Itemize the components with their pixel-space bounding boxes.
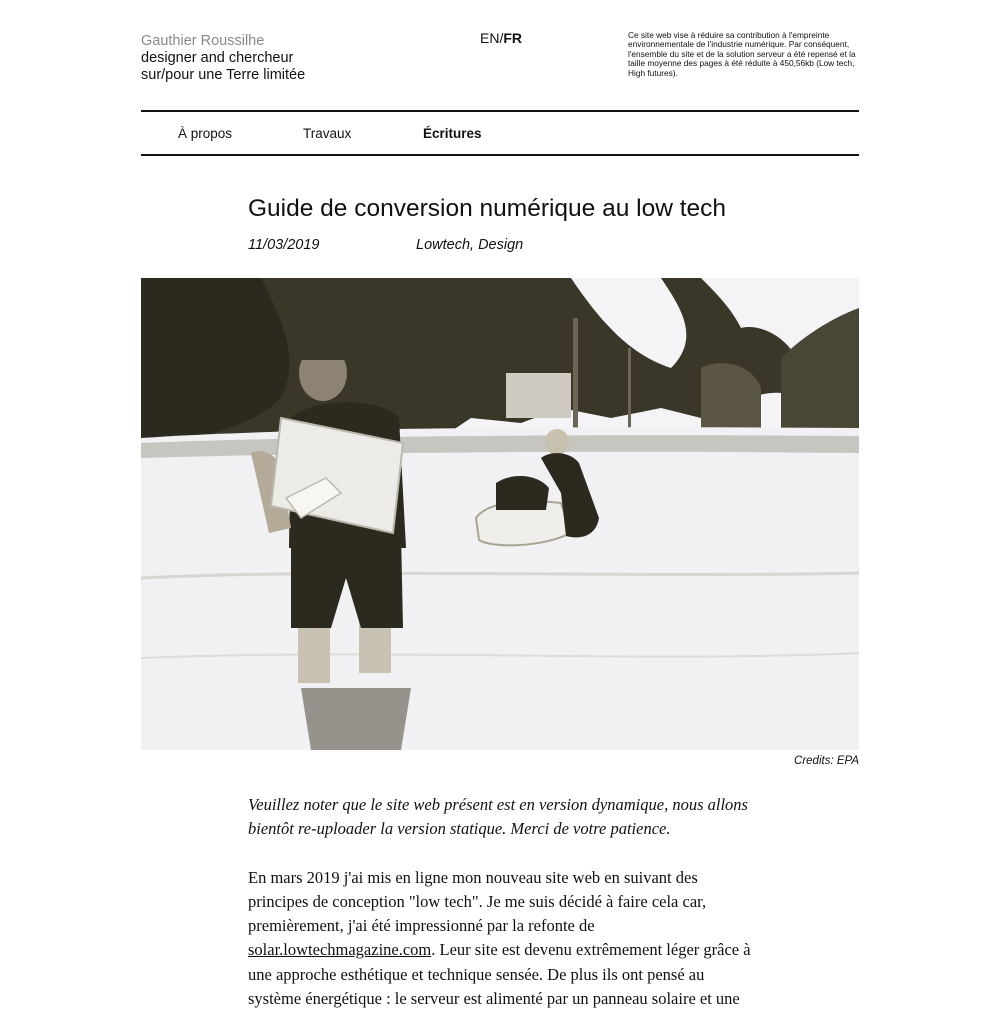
article-body [248, 793, 758, 1035]
nav-item-travaux[interactable]: Travaux [303, 126, 352, 141]
paragraph-1-text-start: En mars 2019 j'ai mis en ligne mon nouveau site web en suivant des principes de conception "low tech". Je me suis décidé à faire cela car, premièrement, j'ai été impressionné par la refonte de [248, 867, 707, 936]
nav-item-ecritures[interactable]: Écritures [423, 126, 482, 141]
post-title: Guide de conversion numérique au low tech [248, 195, 727, 222]
main-nav [141, 110, 859, 156]
lang-fr-link[interactable]: FR [503, 30, 523, 46]
site-header [141, 30, 859, 93]
paragraph-1-text-end: . Leur site est devenu extrêmement léger grâce à une approche esthétique et technique sensée. De plus ils ont pensé au système énergétique : le serveur est alimenté par un panneau solaire et une [248, 940, 751, 1009]
lang-separator: / [499, 30, 504, 46]
solar-lowtechmagazine-link[interactable]: solar.lowtechmagazine.com [248, 940, 432, 960]
image-credits: Credits: EPA [794, 755, 859, 767]
lang-en-link[interactable]: EN [480, 30, 500, 46]
dynamic-version-note: Veuillez noter que le site web présent est en version dynamique, nous allons bientôt re-uploader la version statique. Merci de votre patience. [248, 795, 748, 839]
post-date: 11/03/2019 [248, 237, 320, 253]
nav-item-a-propos[interactable]: À propos [178, 126, 233, 141]
site-name[interactable]: Gauthier Roussilhe [141, 33, 265, 49]
language-switcher [480, 30, 522, 46]
hero-image [141, 278, 859, 750]
eco-notice: Ce site web vise à réduire sa contribution à l'empreinte environnementale de l'industrie numérique. Par conséquent, l'ensemble du site et de la solution serveur a été repensé et la taille moyenne des pages à été réduite à 450,56kb (Low tech, High futures). [628, 30, 856, 78]
flood-photo-illustration [141, 278, 859, 750]
site-tagline [141, 50, 341, 83]
tagline-line-2: sur/pour une Terre limitée [141, 66, 306, 83]
post-tags[interactable]: Lowtech, Design [416, 237, 524, 253]
tagline-line-1: designer and chercheur [141, 50, 294, 66]
article-paragraph-1 [248, 866, 758, 1012]
